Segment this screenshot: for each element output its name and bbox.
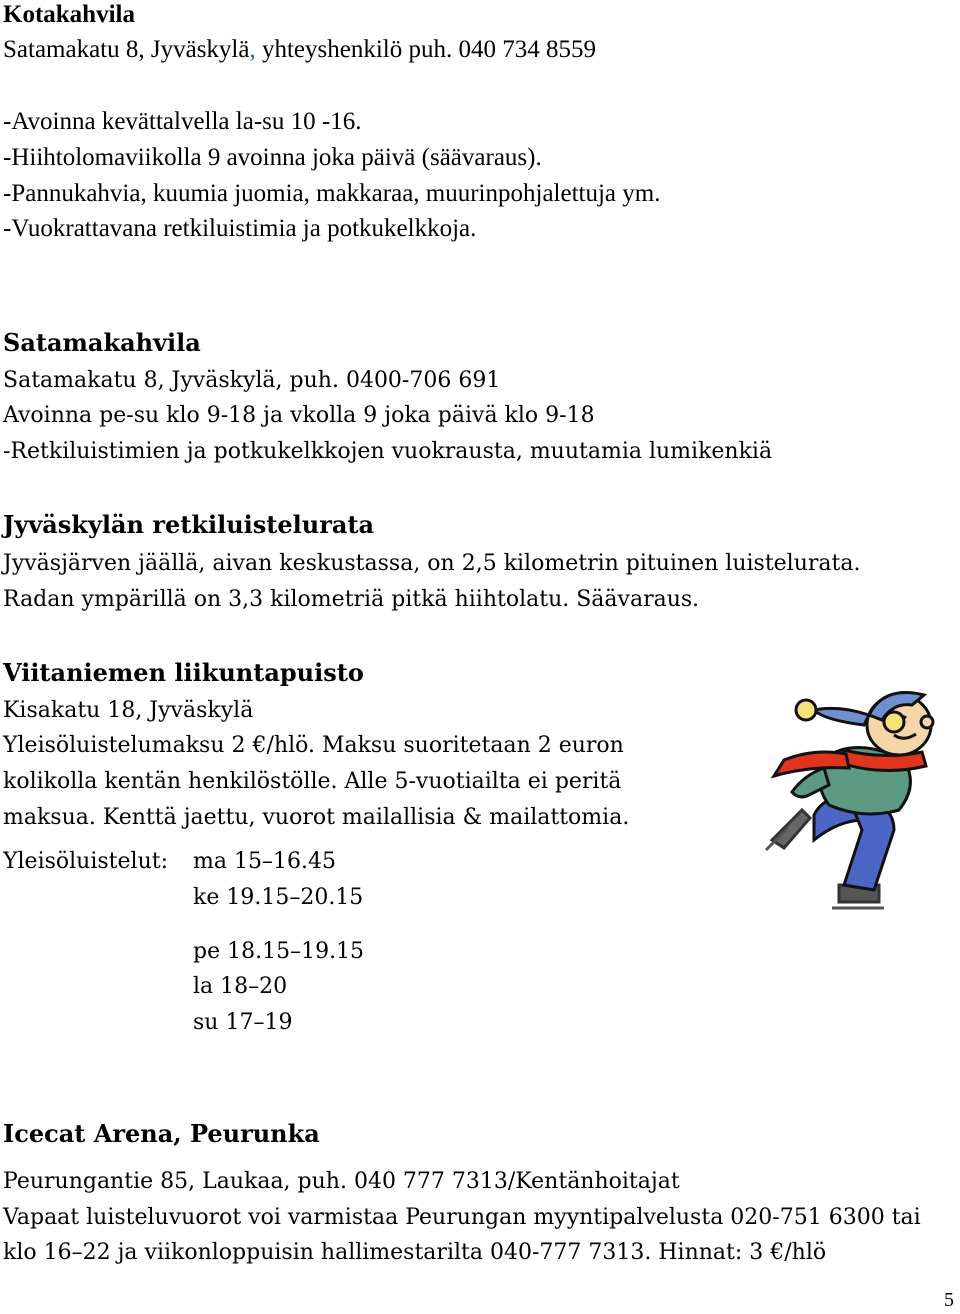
section-title-satamakahvila: Satamakahvila [3,328,201,357]
kotakahvila-address-comma: , [249,36,256,63]
kotakahvila-address [3,35,596,65]
satamakahvila-line: Satamakatu 8, Jyväskylä, puh. 0400-706 691 [3,368,501,393]
section-title-kotakahvila: Kotakahvila [3,1,135,28]
kotakahvila-contact: yhteyshenkilö puh. 040 734 8559 [255,36,596,63]
section-title-retkiluistelurata: Jyväskylän retkiluistelurata [3,510,375,539]
icecat-line: klo 16–22 ja viikonloppuisin hallimestarilta 040-777 7313. Hinnat: 3 €/hlö [3,1240,827,1265]
icecat-line: Vapaat luisteluvuorot voi varmistaa Peurungan myyntipalvelusta 020-751 6300 tai [3,1205,921,1230]
kotakahvila-line: -Vuokrattavana retkiluistimia ja potkukelkkoja. [3,215,477,242]
kotakahvila-line: -Pannukahvia, kuumia juomia, makkaraa, muurinpohjalettuja ym. [3,180,661,207]
section-title-icecat: Icecat Arena, Peurunka [3,1119,320,1148]
schedule-item: ma 15–16.45 [193,849,336,874]
schedule-label: Yleisöluistelut: [3,849,168,874]
viitaniemi-line: Yleisöluistelumaksu 2 €/hlö. Maksu suoritetaan 2 euron [3,733,624,758]
schedule-item: su 17–19 [193,1010,293,1035]
viitaniemi-line: kolikolla kentän henkilöstölle. Alle 5-vuotiailta ei peritä [3,769,622,794]
viitaniemi-line: maksua. Kenttä jaettu, vuorot mailallisia & mailattomia. [3,805,630,830]
page-number: 5 [944,1289,954,1311]
retkiluistelurata-line: Jyväsjärven jäällä, aivan keskustassa, on 2,5 kilometrin pituinen luistelurata. [3,551,861,576]
kotakahvila-line: -Hiihtolomaviikolla 9 avoinna joka päivä (säävaraus). [3,144,542,171]
satamakahvila-line: Avoinna pe-su klo 9-18 ja vkolla 9 joka päivä klo 9-18 [3,403,595,428]
kotakahvila-address-main: Satamakatu 8, Jyväskylä [3,36,250,63]
kotakahvila-line: -Avoinna kevättalvella la-su 10 -16. [3,108,362,135]
section-title-viitaniemi: Viitaniemen liikuntapuisto [3,658,364,687]
viitaniemi-line: Kisakatu 18, Jyväskylä [3,698,254,723]
schedule-item: la 18–20 [193,974,288,999]
schedule-item: ke 19.15–20.15 [193,885,364,910]
schedule-item: pe 18.15–19.15 [193,939,365,964]
icecat-line: Peurungantie 85, Laukaa, puh. 040 777 7313/Kentänhoitajat [3,1169,680,1194]
ice-skater-illustration [744,680,954,920]
retkiluistelurata-line: Radan ympärillä on 3,3 kilometriä pitkä hiihtolatu. Säävaraus. [3,587,700,612]
satamakahvila-line: -Retkiluistimien ja potkukelkkojen vuokrausta, muutamia lumikenkiä [3,439,773,464]
